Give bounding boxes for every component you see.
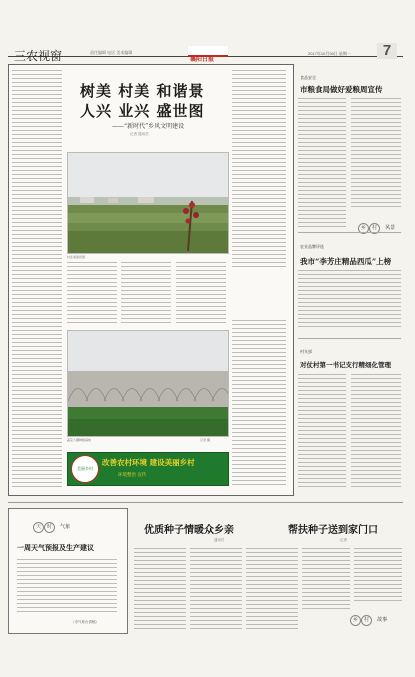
banner-main-text: 改善农村环境 建设美丽乡村 — [102, 458, 195, 467]
weather-title: 一周天气预报及生产建议 — [17, 543, 94, 552]
photo2-caption: 蔬菜大棚种植基地 — [67, 438, 92, 442]
weather-text — [17, 559, 117, 615]
weather-box — [8, 508, 128, 634]
date-line: 2017年10月30日 星期一 — [308, 51, 351, 56]
sidebar-text-3b — [351, 374, 401, 490]
sidebar-kicker-2: 农业品牌评选 — [300, 244, 324, 249]
feature-col-mid1 — [67, 262, 117, 324]
weather-tag-circle-1: 天 — [33, 522, 44, 533]
sidebar-text-2 — [298, 270, 401, 330]
banner-logo-text: 美丽乡村 — [77, 466, 93, 471]
story-right-author: 记者 — [340, 538, 347, 542]
feature-col-left — [12, 70, 62, 488]
story-col-4 — [302, 548, 350, 610]
corner-tag-label: 故事 — [377, 617, 388, 623]
banner-sub-text: 环境整治 宣传 — [118, 473, 147, 478]
corner-tag-circle-2: 村 — [361, 615, 372, 626]
masthead — [188, 46, 228, 63]
story-right-title: 帮扶种子送到家门口 — [288, 525, 378, 536]
feature-col-mid2 — [121, 262, 171, 324]
feature-col-right — [232, 70, 286, 270]
page-number: 7 — [377, 43, 397, 59]
story-col-2 — [190, 548, 242, 630]
story-left-author: 通讯员 — [214, 538, 225, 542]
feature-headline-2: 人兴 业兴 盛世图 — [80, 102, 205, 120]
weather-tag — [33, 513, 70, 533]
promo-banner — [67, 452, 229, 486]
feature-headline-1: 树美 村美 和谐景 — [80, 82, 205, 100]
greenhouse-image — [68, 331, 228, 436]
story-col-5 — [354, 548, 402, 602]
feature-subhead: ——“新时代”乡风文明建设 — [112, 123, 185, 130]
sidebar-kicker-1: 食品安全 — [300, 75, 316, 80]
bottom-rule — [8, 502, 403, 503]
sidebar-title-1: 市粮食局做好爱粮周宣传 — [300, 85, 383, 94]
sidebar-kicker-3: 村支部 — [300, 349, 312, 354]
sidebar-text-1 — [298, 98, 346, 228]
photo-credit: 记者 摄 — [200, 438, 210, 442]
tag-circle-2: 村 — [369, 223, 380, 234]
sidebar-divider-1 — [298, 232, 401, 233]
weather-source: （市气象台供稿） — [71, 620, 99, 624]
tag-circle-1: 乡 — [358, 223, 369, 234]
feature-photo-village — [67, 152, 229, 254]
feature-byline: 记者 通讯员 — [130, 132, 149, 136]
sidebar-text-3 — [298, 374, 346, 490]
banner-logo — [71, 455, 99, 483]
sidebar-title-2: 我市“李芳庄精品西瓜”上榜 — [300, 257, 392, 266]
story-col-1 — [134, 548, 186, 630]
weather-tag-label: 气象 — [60, 524, 71, 530]
header-meta: 责任编辑 电话 美术编辑 — [90, 50, 133, 55]
village-field-image — [68, 153, 228, 253]
weather-tag-circle-2: 时 — [44, 522, 55, 533]
sidebar-title-3: 对仗村第一书记支行精细化管理 — [300, 361, 391, 369]
tag-village-scenery — [358, 214, 395, 234]
masthead-text: 襄阳日报 — [190, 57, 215, 63]
photo1-caption: 村庄美丽田园 — [67, 255, 86, 259]
tag-label-1: 风景 — [385, 225, 396, 231]
feature-col-right2 — [232, 320, 286, 488]
feature-col-mid3 — [176, 262, 226, 324]
feature-photo-greenhouse — [67, 330, 229, 437]
sidebar-divider-2 — [298, 338, 401, 339]
section-title: 三农视窗 — [14, 49, 63, 63]
story-left-title: 优质种子情暖众乡亲 — [144, 525, 234, 536]
corner-tag-circle-1: 乡 — [350, 615, 361, 626]
story-col-3 — [246, 548, 298, 630]
sidebar-text-1b — [351, 98, 401, 208]
tag-village-story — [350, 606, 387, 626]
